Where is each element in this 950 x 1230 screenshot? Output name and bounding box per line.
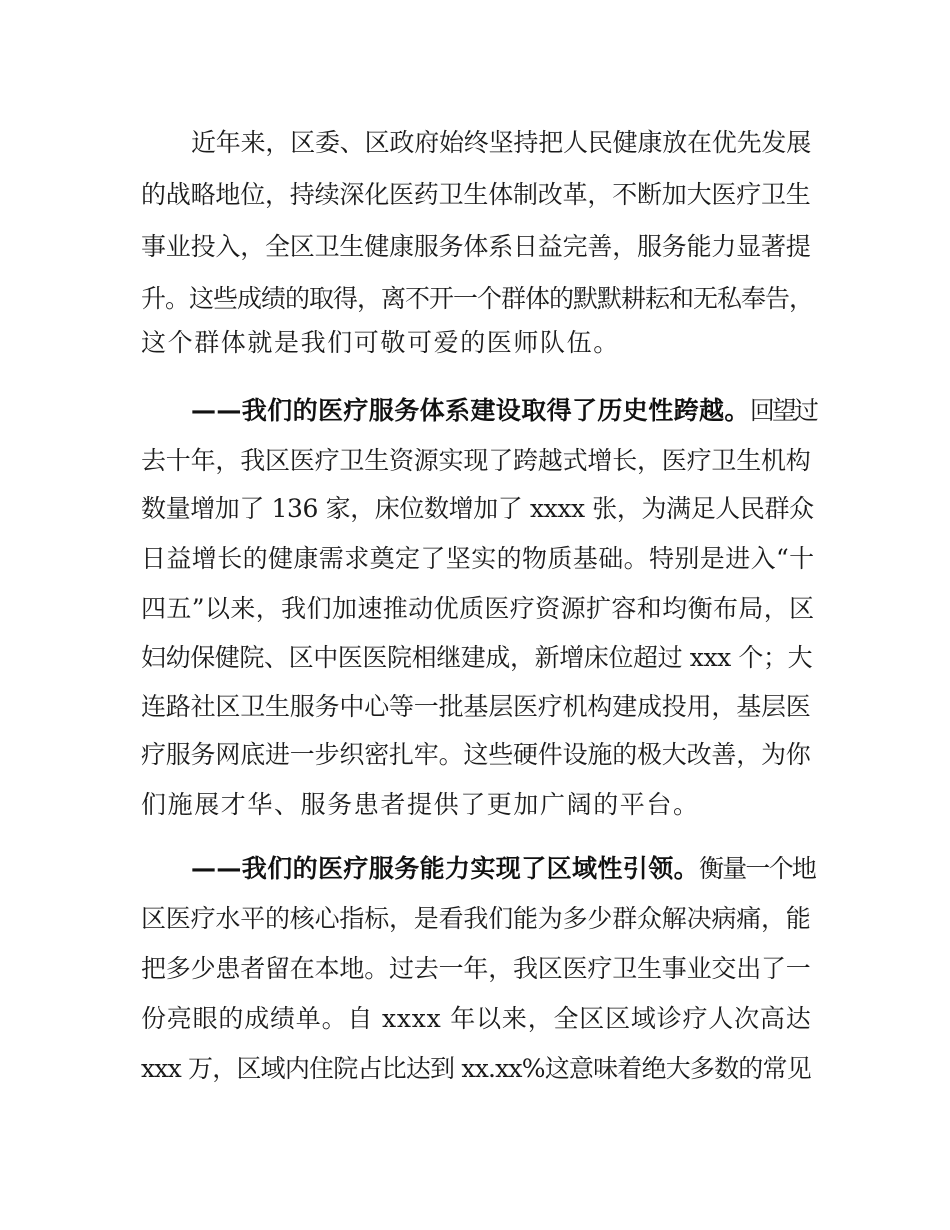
paragraph-2-line-3: 数量增加了 136 家，床位数增加了 xxxx 张，为满足人民群众 <box>141 494 814 523</box>
paragraph-2-line-2: 去十年，我区医疗卫生资源实现了跨越式增长，医疗卫生机构 <box>141 446 811 475</box>
paragraph-3-heading-rest: 衡量一个地 <box>699 854 816 883</box>
paragraph-2-line-6: 妇幼保健院、区中医医院相继建成，新增床位超过 xxx 个；大 <box>141 643 813 672</box>
paragraph-1-line-5: 这个群体就是我们可敬可爱的医师队伍。 <box>141 328 620 357</box>
paragraph-3-line-3: 把多少患者留在本地。过去一年，我区医疗卫生事业交出了一 <box>141 954 811 983</box>
paragraph-3-line-2: 区医疗水平的核心指标，是看我们能为多少群众解决病痛，能 <box>141 904 811 933</box>
paragraph-1-line-3: 事业投入，全区卫生健康服务体系日益完善，服务能力显著提 <box>141 232 811 261</box>
paragraph-1-line-4: 升。这些成绩的取得，离不开一个群体的默默耕耘和无私奉告， <box>141 284 814 313</box>
paragraph-2-first-line <box>191 396 816 426</box>
paragraph-3-first-line <box>191 854 815 884</box>
paragraph-2-heading: ——我们的医疗服务体系建设取得了历史性跨越。 <box>191 396 750 425</box>
paragraph-3-line-4: 份亮眼的成绩单。自 xxxx 年以来，全区区域诊疗人次高达 <box>141 1004 812 1033</box>
paragraph-2-line-7: 连路社区卫生服务中心等一批基层医疗机构建成投用，基层医 <box>141 692 811 721</box>
paragraph-2-heading-rest: 回望过 <box>749 396 816 425</box>
paragraph-2-line-5: 四五”以来，我们加速推动优质医疗资源扩容和均衡布局，区 <box>141 594 815 623</box>
paragraph-2-line-8: 疗服务网底进一步织密扎牢。这些硬件设施的极大改善，为你 <box>141 740 811 769</box>
paragraph-2-line-4: 日益增长的健康需求奠定了坚实的物质基础。特别是进入“十 <box>141 544 815 573</box>
paragraph-1-line-2: 的战略地位，持续深化医药卫生体制改革，不断加大医疗卫生 <box>141 180 811 209</box>
paragraph-1-line-1: 近年来，区委、区政府始终坚持把人民健康放在优先发展 <box>191 128 812 157</box>
paragraph-2-line-9: 们施展才华、服务患者提供了更加广阔的平台。 <box>141 790 700 819</box>
paragraph-3-heading: ——我们的医疗服务能力实现了区域性引领。 <box>191 854 700 883</box>
paragraph-3-line-5: xxx 万，区域内住院占比达到 xx.xx%这意味着绝大多数的常见 <box>141 1054 811 1083</box>
